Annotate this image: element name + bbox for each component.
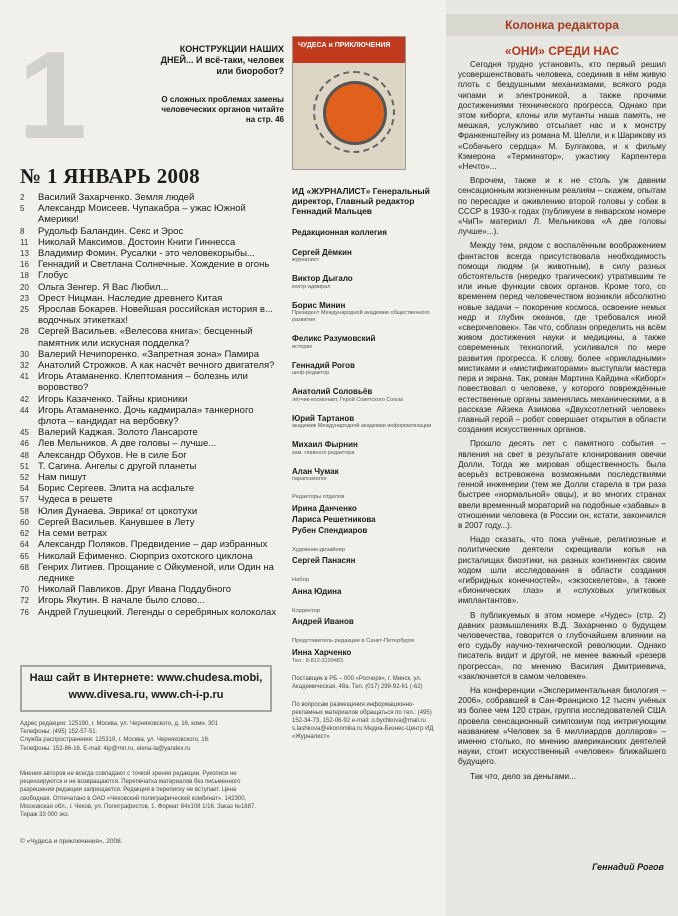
website-line-2[interactable]: www.divesa.ru, www.ch-i-p.ru: [68, 689, 224, 701]
board-member-name: Геннадий Рогов: [292, 360, 355, 370]
toc-item: [20, 360, 282, 371]
toc-item: [20, 270, 282, 281]
toc-entry-title: Николай Ефименко. Сюрприз охотского циклона: [38, 550, 253, 562]
ads-info: По вопросам размещения информационно-рекламных материалов обращаться по тел.: (495) 152-34-73, 152-06-92 e-mail: o.bychkova@mail.ru s.lashkova@ekonomika.ru Медиа-Бизнес-Центр ИД «Журналист»: [292, 701, 434, 740]
toc-item: [20, 405, 282, 427]
copyright: © «Чудеса и приключения», 2008.: [20, 838, 123, 845]
toc-item: [20, 304, 282, 326]
toc-item: [20, 607, 282, 618]
toc-entry-title: Владимир Фомин. Русалки - это человекорыбы...: [38, 248, 255, 260]
toc-entry-title: Василий Захарченко. Земля людей: [38, 192, 195, 203]
toc-page-number: 48: [20, 450, 29, 460]
toc-page-number: 8: [20, 226, 25, 236]
board-member-name: Борис Минин: [292, 300, 346, 310]
website-box: [20, 665, 272, 712]
toc-page-number: 44: [20, 405, 29, 415]
toc-item: [20, 282, 282, 293]
proofreader: Андрей Иванов: [292, 617, 354, 626]
issue-big-number: 1: [18, 27, 87, 165]
toc-page-number: 64: [20, 540, 29, 550]
toc-page-number: 51: [20, 461, 29, 471]
toc-page-number: 57: [20, 495, 29, 505]
toc-item: [20, 237, 282, 248]
spb-representative: Инна Харченко: [292, 647, 352, 657]
toc-item: [20, 259, 282, 270]
designer: Сергей Панасян: [292, 556, 356, 565]
typeset-label: Набор: [292, 577, 310, 583]
board-member-role: лётчик-космонавт, Герой Советского Союза: [292, 396, 404, 403]
spb-phone: Тел.: 8-812-3109483: [292, 657, 344, 664]
toc-entry-title: Николай Павликов. Друг Ивана Поддубного: [38, 584, 231, 596]
address-line: Адрес редакции: 125190, г. Москва, ул. Черняховского, д. 16, комн. 301: [20, 721, 219, 727]
cover-banner: [293, 37, 405, 63]
editor-paragraph: Впрочем, также и к не столь уж давним сенсационным жизненным реалиям – скажем, опытам по пересадке и оживлению второй головы у собак в СССР в 1930-х годах (публикуем в январском номере «ЧиП» материал Л. Мельникова «А две головы лучше»...).: [458, 176, 666, 237]
toc-item: [20, 438, 282, 449]
toc-page-number: 68: [20, 562, 29, 572]
staff-column: [292, 186, 444, 741]
toc-item: [20, 427, 282, 438]
toc-page-number: 76: [20, 607, 29, 617]
toc-entry-title: Генрих Литиев. Прощание с Ойкуменой, или Один на леднике: [38, 561, 274, 584]
toc-entry-title: Сергей Васильев. Канувшее в Лету: [38, 516, 195, 528]
toc-item: [20, 293, 282, 304]
toc-page-number: 16: [20, 260, 29, 270]
toc-entry-title: Николай Максимов. Достоин Книги Гиннесса: [38, 236, 236, 248]
toc-item: [20, 483, 282, 494]
toc-entry-title: Орест Ницман. Наследие древнего Китая: [38, 292, 223, 304]
toc-entry-title: Анатолий Строжков. А как насчёт вечного двигателя?: [38, 360, 275, 372]
toc-entry-title: Александр Обухов. Не в силе Бог: [38, 449, 187, 461]
toc-page-number: 5: [20, 204, 25, 214]
toc-page-number: 25: [20, 305, 29, 315]
toc-item: [20, 551, 282, 562]
toc-item: [20, 595, 282, 606]
editor-column-header: Колонка редактора: [446, 14, 678, 36]
toc-entry-title: На семи ветрах: [38, 528, 107, 540]
toc-entry-title: Александр Моисеев. Чупакабра – ужас Южной Америки!: [38, 203, 246, 226]
toc-page-number: 20: [20, 282, 29, 292]
toc-entry-title: Чудеса в решете: [38, 494, 113, 506]
toc-entry-title: Игорь Якутин. В начале было слово...: [38, 595, 205, 607]
editor-column-title: «ОНИ» СРЕДИ НАС: [504, 44, 620, 58]
editor-paragraph: Так что, дело за деньгами...: [470, 771, 576, 781]
toc-page-number: 13: [20, 249, 29, 259]
editor-paragraph: Сегодня трудно установить, кто первый решил усовершенствовать человека, соединив в нём живую плоть с бездушными механизмами, всякого рода чипами и электроникой, а также прочими достижениями технического прогресса. Однако при этом киборги, клоны или мутанты наша память, не мешкая, услужливо отсылает нас и к монстру Франкенштейну из романа М. Шелли, и к Шарикову из «Собачьего сердца» М. Булгакова, и к фильму Кэмерона «Терминатор», ужастику Карпентера «Нечто»...: [458, 60, 666, 172]
dept-editor: Ирина Данченко: [292, 503, 357, 513]
editor-column: [446, 0, 678, 916]
toc-page-number: 46: [20, 439, 29, 449]
toc-page-number: 60: [20, 517, 29, 527]
toc-item: [20, 394, 282, 405]
toc-item: [20, 562, 282, 584]
toc-entry-title: Игорь Атаманенко. Дочь кадмирала» танкерного флота – кандидат на вербовку?: [38, 404, 254, 428]
editor-paragraph: Надо сказать, что пока учёные, религиозные и политические деятели скрещивали копья на ристалищах биоэтики, на разных континентах своим ходом шли исследования в области создания «гибридных конечностей», «экзоскелетов», а также «бионических глаз» и «слуховых улитковых имплантантов».: [458, 535, 666, 606]
toc-entry-title: Ярослав Бокарев. Новейшая российская история в... водочных этикетках!: [38, 304, 273, 327]
board-member-name: Сергей Дёмкин: [292, 247, 352, 257]
toc-item: [20, 528, 282, 539]
toc-entry-title: Игорь Атаманенко. Клептомания – болезнь или воровство?: [38, 371, 248, 394]
toc-entry-title: Игорь Казаченко. Тайны крионики: [38, 393, 188, 405]
toc-page-number: 54: [20, 484, 29, 494]
toc-entry-title: Нам пишут: [38, 472, 87, 484]
board-member-role: зам. главного редактора: [292, 449, 355, 456]
editor-paragraph: На конференции «Экспериментальная биология – 2006», собравшей в Сан-Франциско 12 тысяч учёных из более чем 120 стран, группа исследователей США провела сенсационный симпозиум под интригующим названием «Человек за 6 миллиардов долларов» – именно столько, по мнению американских деятелей науки, стоит искусственный «человек» ближайшего будущего.: [458, 685, 666, 767]
toc-page-number: 2: [20, 193, 25, 202]
board-member-role: журналист: [292, 257, 320, 263]
toc-entry-title: Глобус: [38, 270, 69, 282]
toc-page-number: 62: [20, 529, 29, 539]
supplier-info: Поставщик в РБ – 000 «Росчерк», г. Минск, ул. Академическая, 48а. Тел. (017) 299-92-61 (-62): [292, 675, 423, 690]
toc-entry-title: Александр Поляков. Предвидение – дар избранных: [38, 539, 268, 551]
toc-item: [20, 326, 282, 348]
toc-entry-title: Юлия Дунаева. Эврика! от цокотухи: [38, 505, 198, 517]
address-line: Телефоны: 152-86-16. E-mail: 4ip@rnn.ru, elena-la@yandex.ru: [20, 745, 191, 752]
board-member-role: академик Международной академии информатизации: [292, 423, 432, 429]
toc-entry-title: Сергей Васильев. «Велесова книга»: бесценный памятник или искусная подделка?: [38, 326, 253, 349]
website-line-1[interactable]: Наш сайт в Интернете: www.chudesa.mobi,: [29, 672, 263, 684]
dept-label: Редакторы отделов: [292, 494, 345, 500]
toc-page-number: 11: [20, 237, 29, 247]
toc-item: [20, 472, 282, 483]
toc-item: [20, 450, 282, 461]
toc-item: [20, 248, 282, 259]
toc-page-number: 23: [20, 293, 29, 303]
toc-page-number: 18: [20, 271, 29, 281]
board-member-name: Анатолий Соловьёв: [292, 387, 373, 396]
toc-item: [20, 584, 282, 595]
proof-label: Корректор: [292, 607, 320, 614]
toc-page-number: 65: [20, 551, 29, 561]
cover-logo: ЧУДЕСА и ПРИКЛЮЧЕНИЯ: [298, 42, 391, 49]
board-member-name: Виктор Дыгало: [292, 274, 353, 283]
cover-teaser: КОНСТРУКЦИИ НАШИХ ДНЕЙ... И всё-таки, человек или биоробот?: [160, 44, 284, 76]
editor-paragraph: Прошло десять лет с памятного события – явления на свет в результате клонирования овечки Долли. Тогда же мировая общественность была всерьёз встревожена возможными последствиями генной инженерии (тем же Долли старела в три раза быстрее «нормальной» овцы), и во многих странах ввели временный мораторий на подобные «забавы» в отношении человека (в России он, кстати, закончился в 2007 году...).: [458, 439, 666, 530]
toc-page-number: 41: [20, 372, 29, 382]
toc-item: [20, 226, 282, 237]
table-of-contents: [20, 192, 282, 618]
board-member-name: Алан Чумак: [292, 466, 339, 476]
toc-item: [20, 506, 282, 517]
address-line: Служба распространения: 125319, г. Москва, ул. Черняховского, 16.: [20, 737, 210, 744]
toc-entry-title: Лев Мельников. А две головы – лучше...: [38, 438, 217, 450]
toc-entry-title: Андрей Глушецкий. Легенды о серебряных колоколах: [38, 606, 277, 618]
toc-item: [20, 203, 282, 225]
editor-paragraph: В публикуемых в этом номере «Чудес» (стр. 2) давних размышлениях В.Д. Захарченко о будущем человечества, говорится о глубочайшем влиянии на его судьбу научно-технической революции. Однако писатель видит и другой, не менее важный «резерв прогресса», по мнению Василия Дмитриевича, «заключается в самом человеке».: [458, 610, 666, 681]
editorial-board: [292, 248, 444, 484]
toc-item: [20, 517, 282, 528]
toc-entry-title: Валерий Каджая. Золото Лансароте: [38, 427, 198, 439]
designer-label: Художник-дизайнер: [292, 546, 346, 553]
toc-item: [20, 461, 282, 472]
cover-thumbnail: [292, 36, 406, 170]
toc-page-number: 52: [20, 473, 29, 483]
issue-title: № 1 ЯНВАРЬ 2008: [20, 164, 200, 188]
board-member-name: Михаил Фырнин: [292, 440, 358, 449]
toc-entry-title: Валерий Нечипоренко. «Запретная зона» Памира: [38, 348, 260, 360]
toc-page-number: 70: [20, 585, 29, 595]
toc-item: [20, 371, 282, 393]
board-member-role: контр-адмирал: [292, 283, 331, 290]
toc-entry-title: Рудольф Баландин. Секс и Эрос: [38, 225, 184, 237]
toc-page-number: 72: [20, 596, 29, 606]
board-member-role: парапсихолог: [292, 476, 327, 482]
toc-entry-title: Ольга Зенгер. Я Вас Любил...: [38, 281, 169, 293]
board-member-name: Феликс Разумовский: [292, 334, 376, 343]
typeset: Анна Юдина: [292, 586, 342, 596]
board-member-role: шеф-редактор: [292, 370, 330, 376]
cover-head-image: [323, 81, 387, 145]
dept-editor: Рубен Спендиаров: [292, 525, 368, 535]
editor-paragraph: Между тем, рядом с воспалённым воображением фантастов всегда присутствовала необходимость помощи людям (и животным), в силу разных обстоятельств (нередко трагических) утратившим те или иные функции своих органов. Кроме того, со временем перед человечеством возникли абсолютно новые задачи – покорение космоса, освоение немых недр и глубин океанов, где требовался иной «сверхчеловек». Так что, соблазн определить на всём живом достижения науки и медицины, а также современных технологий, усиливался по мере развития прогресса. К слову, более «прикладными» мистиками и «мистификаторами» выступали мастера пера и экрана. Так, роман Мартина Кайдина «Киборг» повествовал о человеке, у которого повреждённые естественные органы заменялись механическими, а в рассказе Айзека Азимова «Двухсотлетний человек» главный герой – робот совершает открытия в области создания искусственных органов.: [458, 241, 666, 435]
toc-page-number: 28: [20, 327, 29, 337]
spb-label: Представитель редакции в Санкт-Петербурге: [292, 638, 415, 644]
dept-editor: Лариса Решетникова: [292, 514, 376, 524]
editorial-address: [20, 720, 268, 753]
toc-item: [20, 192, 282, 203]
toc-item: [20, 494, 282, 505]
toc-entry-title: Борис Сергеев. Элита на асфальте: [38, 483, 195, 495]
editor-signature: Геннадий Рогов: [592, 862, 664, 872]
toc-item: [20, 539, 282, 550]
board-member-role: Президент Международной академии общественного развития: [292, 310, 430, 323]
board-heading: Редакционная коллегия: [292, 228, 387, 237]
toc-page-number: 42: [20, 394, 29, 404]
board-member-role: историк: [292, 343, 312, 350]
toc-page-number: 30: [20, 349, 29, 359]
toc-page-number: 45: [20, 428, 29, 438]
toc-page-number: 32: [20, 361, 29, 371]
publisher: ИД «ЖУРНАЛИСТ» Генеральный директор, Главный редактор Геннадий Мальцев: [292, 186, 430, 216]
board-member-name: Юрий Тартанов: [292, 413, 355, 423]
toc-page-number: 58: [20, 506, 29, 516]
address-line: Телефоны: (495) 152-57-51.: [20, 729, 98, 736]
cover-teaser-subtext: О сложных проблемах замены человеческих органов читайте на стр. 46: [161, 95, 284, 124]
toc-entry-title: Т. Сагина. Ангелы с другой планеты: [38, 460, 197, 472]
legal-note: Мнения авторов не всегда совпадают с точкой зрения редакции. Рукописи не рецензируются и не возвращаются. Перепечатка материалов без письменного разрешения редакции запрещается. Редакция в переписку не вступает. Цена свободная. Отпечатано в ОАО «Чеховский полиграфический комбинат». 142300, Московская обл., г. Чехов, ул. Полиграфистов, 1. Формат 84х108 1/16. Заказ №1887. Тираж 33 000 экз.: [20, 771, 256, 819]
editor-column-body: [458, 60, 666, 786]
toc-entry-title: Геннадий и Светлана Солнечные. Хождение в огонь: [38, 259, 270, 271]
toc-item: [20, 349, 282, 360]
